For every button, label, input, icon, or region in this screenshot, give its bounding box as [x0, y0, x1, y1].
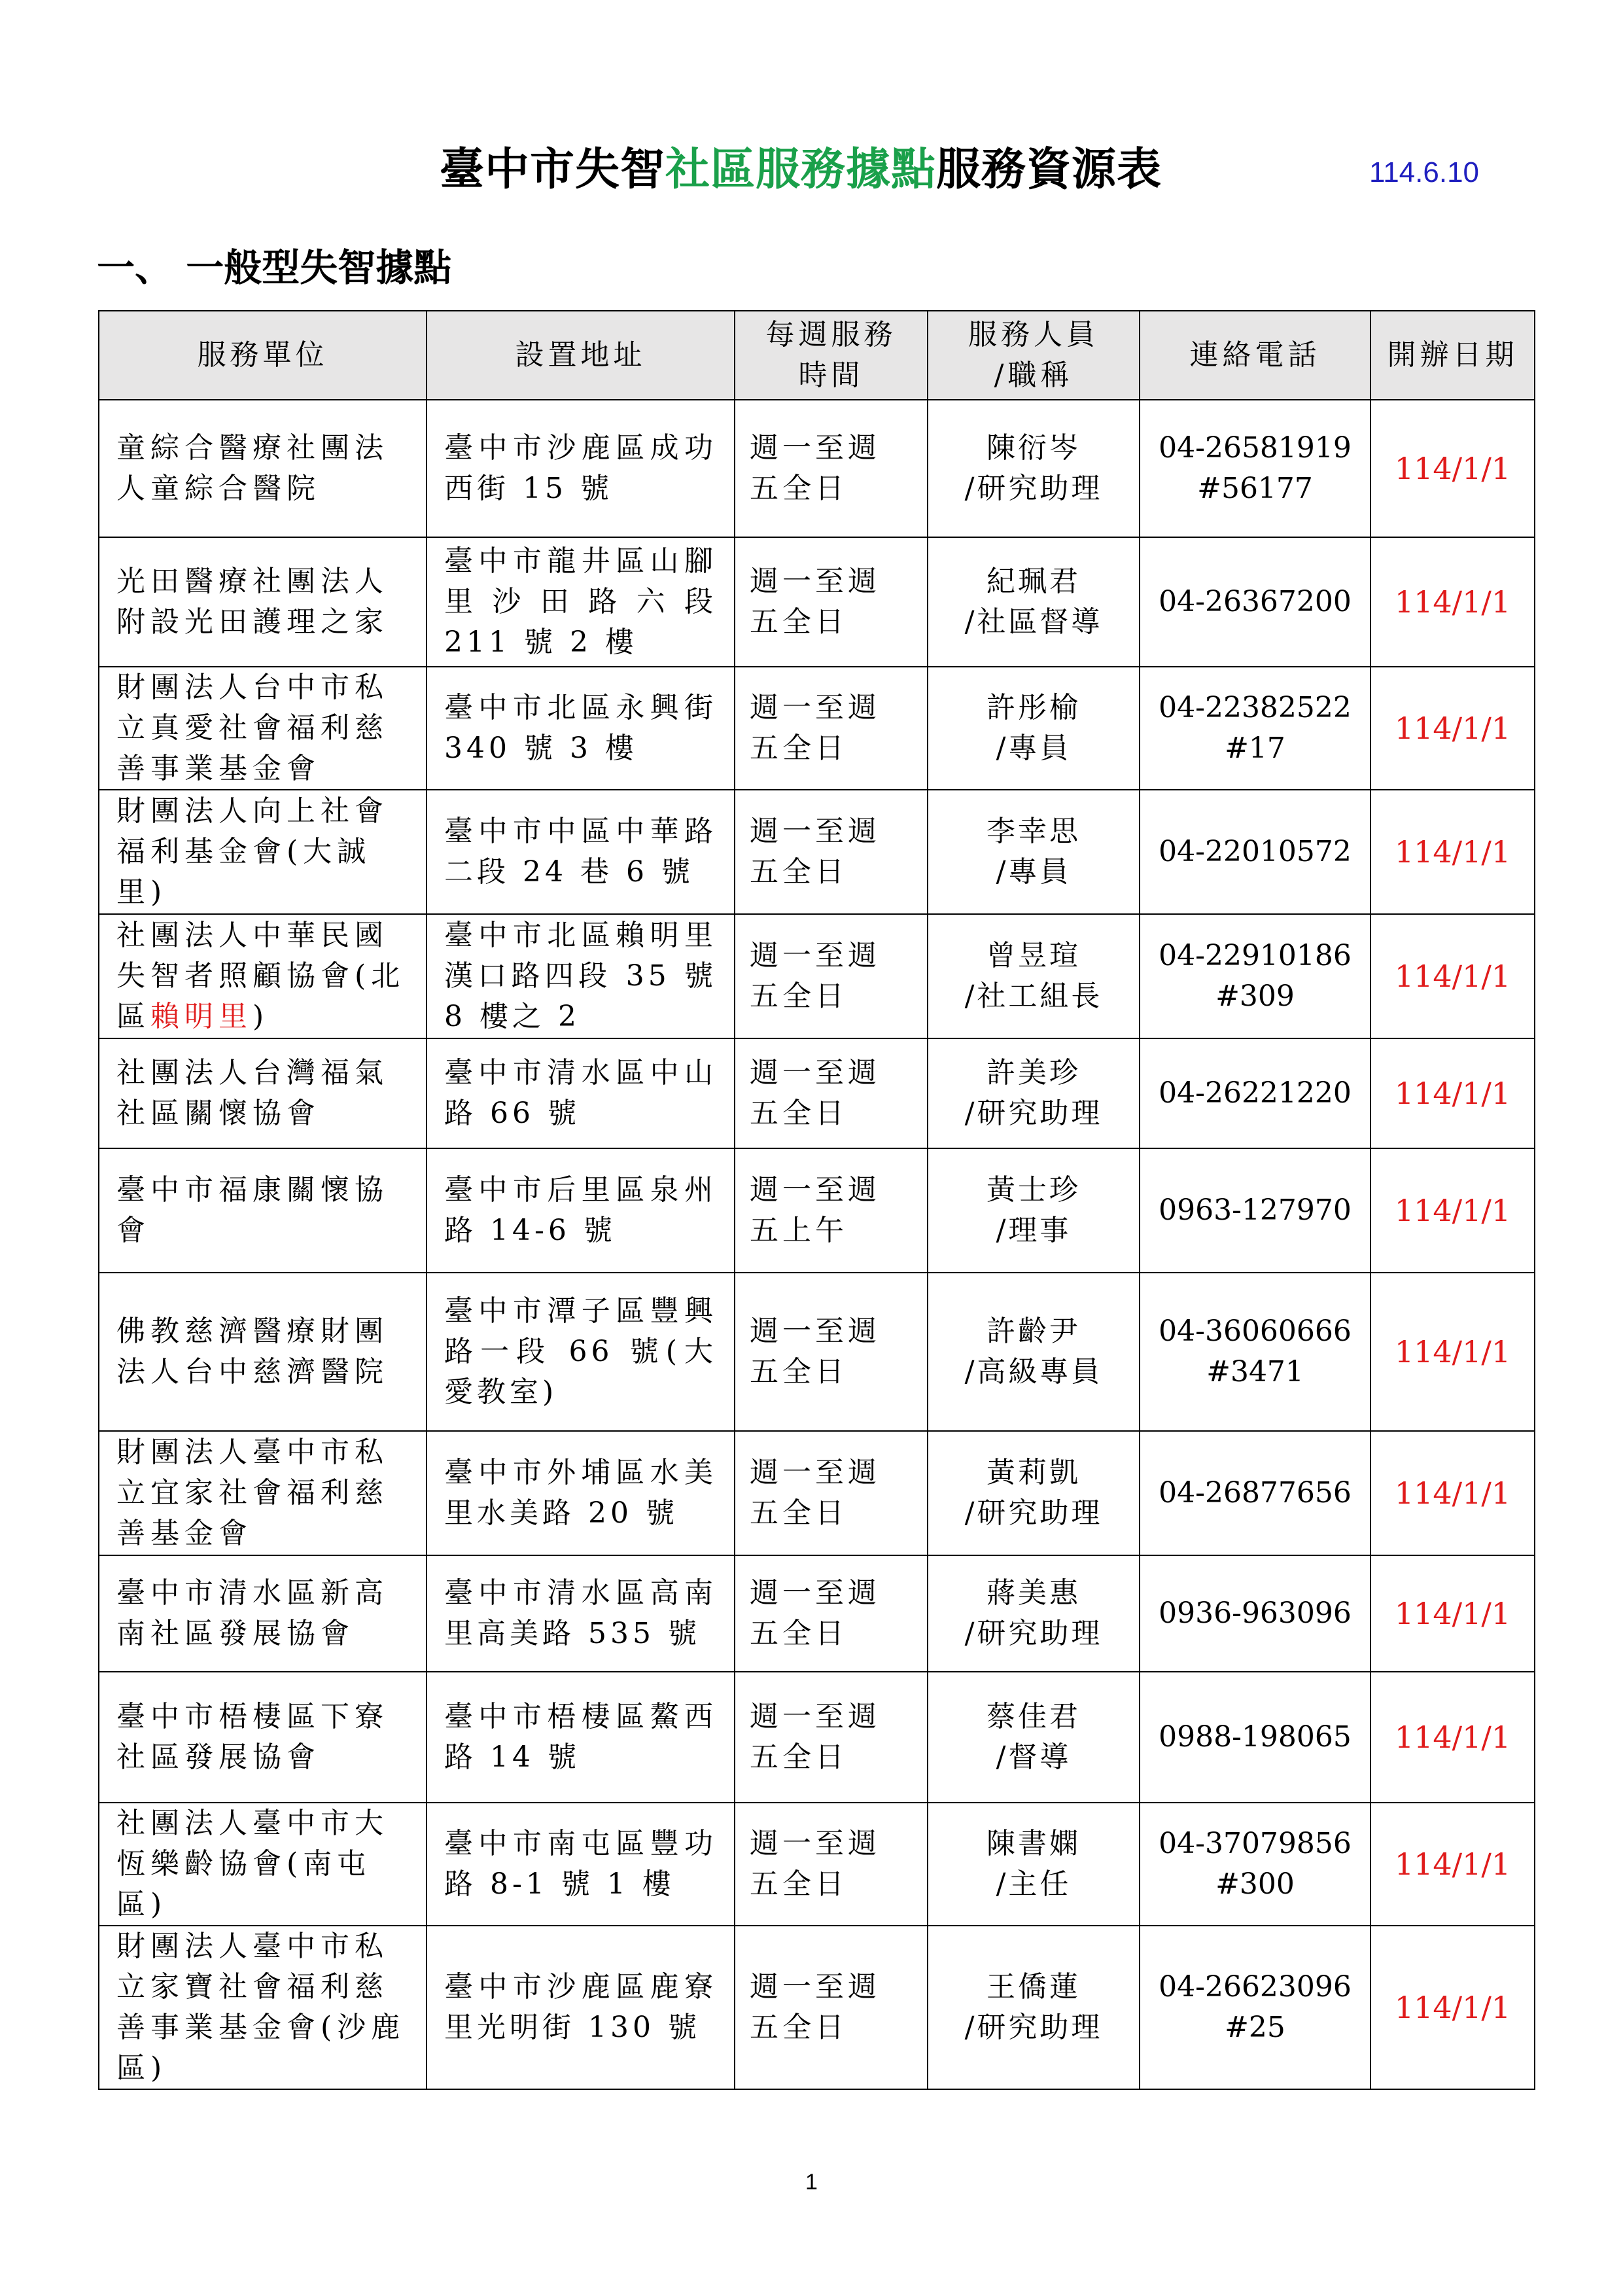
staff-name: 陳書嫻: [986, 1827, 1081, 1860]
start-date: 114/1/1: [1394, 451, 1511, 486]
service-time: 週一至週五全日: [750, 431, 881, 505]
cell-start-date: [1370, 667, 1535, 790]
staff-title: /研究助理: [964, 1496, 1103, 1530]
staff-name: 王僑蓮: [986, 1970, 1081, 2004]
cell-time: [735, 1273, 928, 1431]
staff-title: /專員: [996, 732, 1072, 765]
start-date: 114/1/1: [1394, 1475, 1511, 1511]
cell-time: [735, 914, 928, 1038]
cell-unit: [99, 667, 427, 790]
staff-name: 許齡尹: [986, 1315, 1081, 1348]
unit-name: 財團法人向上社會福利基金會(大誠里): [116, 794, 389, 909]
phone-extension: #25: [1225, 2011, 1285, 2044]
col-header-time-line1: 每週服務: [765, 318, 897, 351]
cell-unit: [99, 1038, 427, 1148]
cell-address: [427, 400, 735, 537]
cell-start-date: [1370, 1431, 1535, 1555]
phone-number: 04-26581919: [1159, 431, 1352, 465]
unit-name: 財團法人臺中市私立宜家社會福利慈善基金會: [116, 1436, 389, 1550]
cell-start-date: [1370, 914, 1535, 1038]
page-title: [440, 134, 1162, 198]
staff-name: 陳衍岑: [986, 431, 1081, 465]
title-row: [0, 134, 1623, 206]
staff-title: /研究助理: [964, 1097, 1103, 1130]
address-text: 臺中市南屯區豐功路 8-1 號 1 樓: [444, 1827, 717, 1901]
staff-name: 許美珍: [986, 1056, 1081, 1089]
service-time: 週一至週五全日: [750, 1315, 881, 1388]
cell-phone: [1140, 667, 1370, 790]
cell-address: [427, 914, 735, 1038]
address-text: 臺中市后里區泉州路 14-6 號: [444, 1173, 717, 1247]
phone-extension: #17: [1225, 732, 1285, 765]
service-time: 週一至週五全日: [750, 1576, 881, 1650]
table-row: [99, 1803, 1535, 1926]
cell-phone: [1140, 1803, 1370, 1926]
table-row: [99, 1431, 1535, 1555]
cell-phone: [1140, 1148, 1370, 1273]
unit-name: 社團法人台灣福氣社區關懷協會: [116, 1056, 389, 1130]
table-row: [99, 1672, 1535, 1803]
table-row: [99, 914, 1535, 1038]
cell-unit: [99, 1672, 427, 1803]
cell-unit: [99, 1273, 427, 1431]
phone-extension: #300: [1215, 1867, 1295, 1901]
col-header-start: 開辦日期: [1370, 311, 1535, 400]
unit-name: 財團法人台中市私立真愛社會福利慈善事業基金會: [116, 671, 389, 785]
cell-address: [427, 667, 735, 790]
start-date: 114/1/1: [1394, 1720, 1511, 1755]
service-time: 週一至週五全日: [750, 1456, 881, 1530]
address-text: 臺中市中區中華路二段 24 巷 6 號: [444, 815, 717, 889]
cell-unit: [99, 400, 427, 537]
table-row: [99, 790, 1535, 914]
cell-unit: [99, 1926, 427, 2089]
unit-name: 臺中市梧棲區下寮社區發展協會: [116, 1700, 389, 1774]
cell-staff: [928, 1148, 1140, 1273]
staff-name: 曾昱瑄: [986, 939, 1081, 972]
cell-start-date: [1370, 1555, 1535, 1672]
start-date: 114/1/1: [1394, 1990, 1511, 2025]
col-header-unit: 服務單位: [99, 311, 427, 400]
unit-name: 童綜合醫療社團法人童綜合醫院: [116, 431, 389, 505]
cell-staff: [928, 1926, 1140, 2089]
address-text: 臺中市沙鹿區成功西街 15 號: [444, 431, 717, 505]
staff-title: /研究助理: [964, 1617, 1103, 1650]
address-text: 臺中市北區賴明里漢口路四段 35 號 8 樓之 2: [444, 919, 717, 1033]
cell-address: [427, 1148, 735, 1273]
table-row: [99, 1273, 1535, 1431]
service-time: 週一至週五上午: [750, 1173, 881, 1247]
cell-staff: [928, 1803, 1140, 1926]
table-row: [99, 1926, 1535, 2089]
staff-name: 蔣美惠: [986, 1576, 1081, 1610]
cell-time: [735, 400, 928, 537]
cell-unit: [99, 790, 427, 914]
phone-number: 04-26877656: [1159, 1476, 1352, 1510]
cell-phone: [1140, 537, 1370, 667]
staff-name: 黃莉凱: [986, 1456, 1081, 1489]
cell-staff: [928, 667, 1140, 790]
cell-address: [427, 1803, 735, 1926]
address-text: 臺中市潭子區豐興路一段 66 號(大愛教室): [444, 1294, 717, 1409]
cell-staff: [928, 1555, 1140, 1672]
cell-staff: [928, 537, 1140, 667]
cell-start-date: [1370, 1926, 1535, 2089]
cell-start-date: [1370, 1148, 1535, 1273]
staff-name: 蔡佳君: [986, 1700, 1081, 1733]
cell-phone: [1140, 1273, 1370, 1431]
cell-staff: [928, 1273, 1140, 1431]
unit-name: 社團法人臺中市大恆樂齡協會(南屯區): [116, 1807, 389, 1921]
staff-name: 紀珮君: [986, 565, 1081, 598]
cell-unit: [99, 1555, 427, 1672]
address-text: 臺中市清水區中山路 66 號: [444, 1056, 717, 1130]
service-time: 週一至週五全日: [750, 1700, 881, 1774]
service-time: 週一至週五全日: [750, 815, 881, 889]
cell-time: [735, 1555, 928, 1672]
start-date: 114/1/1: [1394, 959, 1511, 994]
cell-phone: [1140, 1926, 1370, 2089]
unit-name-tail: ): [253, 1000, 270, 1033]
col-header-time-line2: 時間: [798, 359, 864, 392]
unit-name: 社團法人中華民國失智者照顧協會(北區: [116, 919, 406, 1033]
section-heading: 一、 一般型失智據點: [97, 245, 452, 290]
cell-phone: [1140, 790, 1370, 914]
service-time: 週一至週五全日: [750, 1970, 881, 2044]
cell-staff: [928, 1672, 1140, 1803]
staff-title: /專員: [996, 855, 1072, 889]
staff-title: /理事: [996, 1214, 1072, 1247]
cell-phone: [1140, 1038, 1370, 1148]
cell-phone: [1140, 1555, 1370, 1672]
staff-title: /研究助理: [964, 2011, 1103, 2044]
col-header-staff: [928, 311, 1140, 400]
address-text: 臺中市龍井區山腳里沙田路六段 211 號 2 樓: [444, 544, 717, 659]
start-date: 114/1/1: [1394, 1076, 1511, 1111]
phone-number: 04-26367200: [1159, 585, 1352, 618]
phone-number: 04-22010572: [1159, 835, 1352, 868]
unit-name: 臺中市清水區新高南社區發展協會: [116, 1576, 389, 1650]
cell-staff: [928, 1431, 1140, 1555]
cell-start-date: [1370, 1273, 1535, 1431]
cell-start-date: [1370, 537, 1535, 667]
start-date: 114/1/1: [1394, 1334, 1511, 1369]
staff-name: 黃士珍: [986, 1173, 1081, 1207]
address-text: 臺中市清水區高南里高美路 535 號: [444, 1576, 717, 1650]
address-text: 臺中市沙鹿區鹿寮里光明街 130 號: [444, 1970, 717, 2044]
cell-address: [427, 1273, 735, 1431]
cell-unit: [99, 537, 427, 667]
cell-phone: [1140, 1431, 1370, 1555]
staff-title: /社區督導: [964, 605, 1103, 639]
cell-address: [427, 1672, 735, 1803]
cell-address: [427, 790, 735, 914]
start-date: 114/1/1: [1394, 1596, 1511, 1631]
service-time: 週一至週五全日: [750, 1056, 881, 1130]
table-row: [99, 400, 1535, 537]
cell-start-date: [1370, 790, 1535, 914]
cell-staff: [928, 790, 1140, 914]
cell-time: [735, 1803, 928, 1926]
table-body: [99, 400, 1535, 2089]
staff-title: /督導: [996, 1740, 1072, 1774]
cell-time: [735, 667, 928, 790]
cell-unit: [99, 1803, 427, 1926]
cell-address: [427, 1038, 735, 1148]
start-date: 114/1/1: [1394, 1846, 1511, 1882]
table-row: [99, 1148, 1535, 1273]
cell-phone: [1140, 400, 1370, 537]
page-number: 1: [805, 2170, 818, 2195]
phone-number: 0963-127970: [1159, 1193, 1352, 1227]
phone-number: 04-37079856: [1159, 1827, 1352, 1860]
phone-number: 0988-198065: [1159, 1720, 1352, 1754]
table-header-row: [99, 311, 1535, 400]
cell-time: [735, 1148, 928, 1273]
cell-time: [735, 537, 928, 667]
address-text: 臺中市梧棲區鰲西路 14 號: [444, 1700, 717, 1774]
table-row: [99, 537, 1535, 667]
cell-address: [427, 1926, 735, 2089]
cell-phone: [1140, 1672, 1370, 1803]
service-time: 週一至週五全日: [750, 1827, 881, 1901]
unit-name: 佛教慈濟醫療財團法人台中慈濟醫院: [116, 1315, 389, 1388]
service-time: 週一至週五全日: [750, 565, 881, 639]
phone-extension: #3471: [1206, 1355, 1304, 1388]
cell-unit: [99, 1148, 427, 1273]
service-time: 週一至週五全日: [750, 691, 881, 765]
phone-number: 04-36060666: [1159, 1315, 1352, 1348]
unit-name: 光田醫療社團法人附設光田護理之家: [116, 565, 389, 639]
cell-unit: [99, 914, 427, 1038]
cell-address: [427, 537, 735, 667]
phone-number: 04-26623096: [1159, 1970, 1352, 2004]
table-row: [99, 1038, 1535, 1148]
phone-extension: #309: [1215, 980, 1295, 1013]
cell-time: [735, 1926, 928, 2089]
cell-phone: [1140, 914, 1370, 1038]
cell-address: [427, 1431, 735, 1555]
start-date: 114/1/1: [1394, 584, 1511, 620]
cell-unit: [99, 1431, 427, 1555]
unit-name: 財團法人臺中市私立家寶社會福利慈善事業基金會(沙鹿區): [116, 1930, 406, 2085]
address-text: 臺中市外埔區水美里水美路 20 號: [444, 1456, 717, 1530]
cell-time: [735, 1672, 928, 1803]
table-row: [99, 1555, 1535, 1672]
title-part2: 服務資源表: [936, 144, 1162, 196]
table-row: [99, 667, 1535, 790]
staff-title: /主任: [996, 1867, 1072, 1901]
start-date: 114/1/1: [1394, 711, 1511, 746]
phone-number: 04-22910186: [1159, 939, 1352, 972]
start-date: 114/1/1: [1394, 1193, 1511, 1228]
service-time: 週一至週五全日: [750, 939, 881, 1013]
title-highlight: 社區服務據點: [665, 144, 937, 196]
phone-extension: #56177: [1197, 472, 1313, 505]
unit-name-highlight: 賴明里: [150, 1000, 253, 1033]
cell-time: [735, 1038, 928, 1148]
document-date: 114.6.10: [1369, 156, 1480, 188]
cell-staff: [928, 400, 1140, 537]
phone-number: 04-22382522: [1159, 691, 1352, 724]
table-header: [99, 311, 1535, 400]
cell-start-date: [1370, 1038, 1535, 1148]
cell-time: [735, 790, 928, 914]
title-part1: 臺中市失智: [440, 144, 666, 196]
cell-staff: [928, 1038, 1140, 1148]
resource-table: [98, 310, 1535, 2090]
unit-name: 臺中市福康關懷協會: [116, 1173, 389, 1247]
start-date: 114/1/1: [1394, 834, 1511, 870]
cell-time: [735, 1431, 928, 1555]
col-header-time: [735, 311, 928, 400]
staff-name: 許彤榆: [986, 691, 1081, 724]
phone-number: 0936-963096: [1159, 1597, 1352, 1630]
staff-name: 李幸思: [986, 815, 1081, 848]
phone-number: 04-26221220: [1159, 1076, 1352, 1110]
staff-title: /研究助理: [964, 472, 1103, 505]
staff-title: /高級專員: [964, 1355, 1103, 1388]
cell-staff: [928, 914, 1140, 1038]
cell-start-date: [1370, 1803, 1535, 1926]
staff-title: /社工組長: [964, 980, 1103, 1013]
address-text: 臺中市北區永興街 340 號 3 樓: [444, 691, 717, 765]
cell-start-date: [1370, 1672, 1535, 1803]
col-header-address: 設置地址: [427, 311, 735, 400]
cell-start-date: [1370, 400, 1535, 537]
col-header-staff-line1: 服務人員: [968, 318, 1099, 351]
cell-address: [427, 1555, 735, 1672]
col-header-staff-line2: /職稱: [994, 359, 1073, 392]
col-header-phone: 連絡電話: [1140, 311, 1370, 400]
